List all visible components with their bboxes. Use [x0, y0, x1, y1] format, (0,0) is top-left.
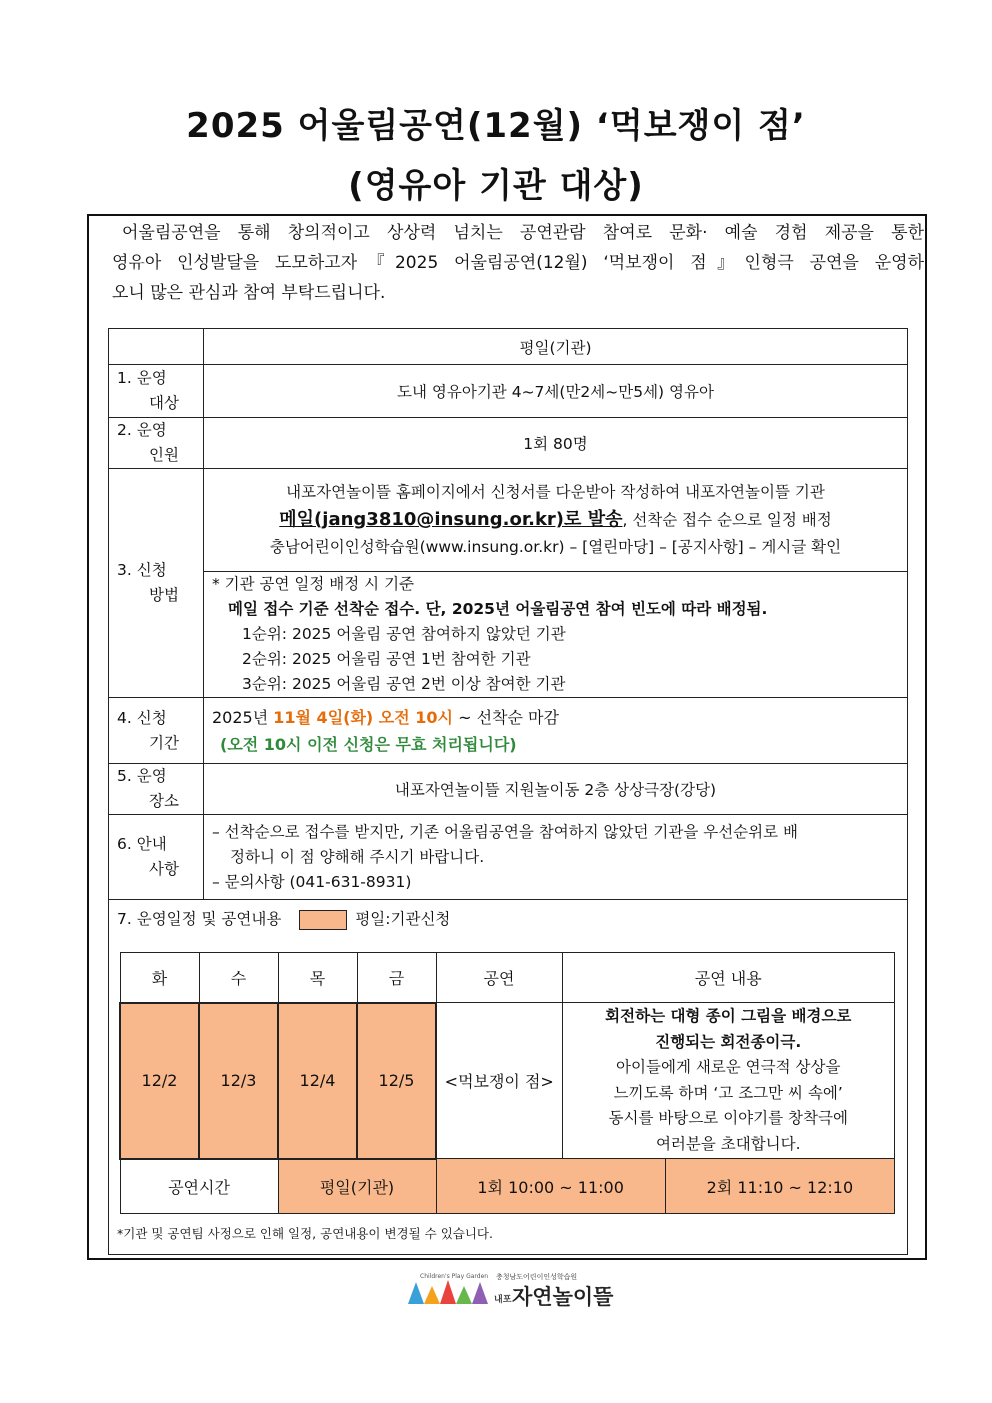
intro-paragraph	[112, 218, 924, 308]
content-header: 공연 내용	[562, 953, 895, 1003]
row-label: 3. 신청 방법	[109, 469, 204, 698]
target-value: 도내 영유아기관 4~7세(만2세~만5세) 영유아	[204, 365, 908, 418]
organization-logo	[404, 1268, 614, 1312]
intro-line: 오니 많은 관심과 참여 부탁드립니다.	[112, 283, 386, 303]
capacity-value: 1회 80명	[204, 418, 908, 469]
apply-period: 2025년 11월 4일(화) 오전 10시 ~ 선착순 마감 (오전 10시 이전 신청은 무효 처리됩니다)	[204, 698, 908, 764]
legend-label: 평일:기관신청	[355, 910, 451, 928]
session-1-time: 1회 10:00 ~ 11:00	[437, 1159, 666, 1213]
logo-name: 자연놀이뜰	[512, 1285, 614, 1309]
table-row	[109, 572, 908, 698]
row-label: 1. 운영 대상	[109, 365, 204, 418]
show-title: <먹보쟁이 점>	[436, 1003, 562, 1159]
row-label: 2. 운영 인원	[109, 418, 204, 469]
page-title: 2025 어울림공연(12월) ‘먹보쟁이 점’	[186, 106, 806, 146]
logo-small-text: Children's Play Garden	[420, 1273, 489, 1280]
date-cell: 12/2	[120, 1003, 199, 1159]
row-label: 5. 운영 장소	[109, 764, 204, 815]
logo-org: 충청남도어린이인성학습원	[496, 1273, 578, 1281]
intro-line: 영유아 인성발달을 도모하고자『2025 어울림공연(12월) ‘먹보쟁이 점』인형극 공연을 운영하	[112, 253, 924, 273]
table-row	[109, 815, 908, 900]
info-table	[108, 328, 908, 1255]
intro-line: 어울림공연을 통해 창의적이고 상상력 넘치는 공연관람 참여로 문화· 예술 경험 제공을 통한	[122, 223, 924, 243]
schedule-row	[109, 900, 908, 1255]
apply-method: 내포자연놀이뜰 홈페이지에서 신청서를 다운받아 작성하여 내포자연놀이뜰 기관 메일(jang3810@insung.or.kr)로 발송, 선착순 접수 순으로 일정 배정 충남어린이인성학습원(www.insung.or.kr) – [열린마당] – [공지사항] – 게시글 확인	[204, 469, 908, 572]
header-weekday: 평일(기관)	[204, 329, 908, 365]
page-subtitle: (영유아 기관 대상)	[348, 166, 644, 206]
table-row	[109, 698, 908, 764]
show-description: 회전하는 대형 종이 그림을 배경으로 진행되는 회전종이극. 아이들에게 새로운 연극적 상상을 느끼도록 하며 ‘고 조그만 씨 속에’ 동시를 바탕으로 이야기를 창착극에 여러분을 초대합니다.	[562, 1003, 895, 1159]
table-row	[109, 764, 908, 815]
legend-swatch	[299, 910, 347, 930]
schedule-table	[119, 952, 895, 1214]
logo-side: 내포	[494, 1295, 512, 1305]
corner-cell	[109, 329, 204, 365]
apply-email: 메일(jang3810@insung.or.kr)로 발송	[279, 509, 623, 530]
schedule-title: 7. 운영일정 및 공연내용	[117, 910, 282, 928]
date-cell: 12/5	[357, 1003, 436, 1159]
table-row	[109, 469, 908, 572]
guide-notes: – 선착순으로 접수를 받지만, 기존 어울림공연을 참여하지 않았던 기관을 우선순위로 배 정하니 이 점 양해해 주시기 바랍니다. – 문의사항 (041-631-8931)	[204, 815, 908, 900]
day-header: 금	[357, 953, 436, 1003]
assignment-criteria: * 기관 공연 일정 배정 시 기준 메일 접수 기준 선착순 접수. 단, 2025년 어울림공연 참여 빈도에 따라 배정됨. 1순위: 2025 어울림 공연 참여하지 않았던 기관 2순위: 2025 어울림 공연 1번 참여한 기관 3순위: 2025 어울림 공연 2번 이상 참여한 기관	[204, 572, 908, 698]
day-header: 화	[120, 953, 199, 1003]
apply-line: 내포자연놀이뜰 홈페이지에서 신청서를 다운받아 작성하여 내포자연놀이뜰 기관	[286, 483, 825, 501]
session-2-time: 2회 11:10 ~ 12:10	[666, 1159, 894, 1213]
date-cell: 12/4	[278, 1003, 357, 1159]
time-label: 공연시간	[120, 1159, 278, 1214]
day-header: 수	[199, 953, 278, 1003]
date-cell: 12/3	[199, 1003, 278, 1159]
row-label: 4. 신청 기간	[109, 698, 204, 764]
play-garden-mark-icon	[404, 1268, 614, 1312]
table-row	[109, 365, 908, 418]
time-type: 평일(기관)	[278, 1159, 436, 1214]
day-header: 목	[278, 953, 357, 1003]
apply-line: 충남어린이인성학습원(www.insung.or.kr) – [열린마당] – [공지사항] – 게시글 확인	[269, 538, 842, 556]
row-label: 6. 안내 사항	[109, 815, 204, 900]
table-row	[109, 418, 908, 469]
place-value: 내포자연놀이뜰 지원놀이동 2층 상상극장(강당)	[204, 764, 908, 815]
footnote: *기관 및 공연팀 사정으로 인해 일정, 공연내용이 변경될 수 있습니다.	[117, 1226, 493, 1241]
schedule-section	[109, 900, 908, 1255]
show-header: 공연	[436, 953, 562, 1003]
